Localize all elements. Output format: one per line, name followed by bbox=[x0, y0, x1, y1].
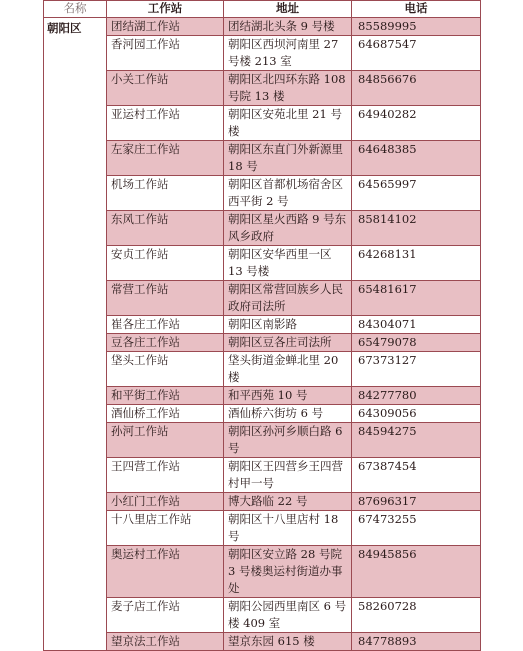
phone-cell: 85814102 bbox=[352, 211, 481, 246]
station-name-cell: 香河园工作站 bbox=[107, 36, 224, 71]
header-name: 名称 bbox=[44, 1, 107, 18]
address-cell: 朝阳区北四环东路 108 号院 13 楼 bbox=[224, 71, 352, 106]
address-cell: 朝阳区豆各庄司法所 bbox=[224, 334, 352, 352]
phone-cell: 65481617 bbox=[352, 281, 481, 316]
station-name-cell: 团结湖工作站 bbox=[107, 18, 224, 36]
table-body bbox=[44, 18, 481, 651]
phone-cell: 64648385 bbox=[352, 141, 481, 176]
address-cell: 朝阳区首都机场宿舍区西平街 2 号 bbox=[224, 176, 352, 211]
phone-cell: 67473255 bbox=[352, 511, 481, 546]
station-name-cell: 安贞工作站 bbox=[107, 246, 224, 281]
address-cell: 团结湖北头条 9 号楼 bbox=[224, 18, 352, 36]
table-row bbox=[44, 387, 481, 405]
table-row bbox=[44, 352, 481, 387]
phone-cell: 84277780 bbox=[352, 387, 481, 405]
address-cell: 博大路临 22 号 bbox=[224, 493, 352, 511]
address-cell: 朝阳区常营回族乡人民政府司法所 bbox=[224, 281, 352, 316]
address-cell: 朝阳区安华西里一区 13 号楼 bbox=[224, 246, 352, 281]
address-cell: 朝阳区南影路 bbox=[224, 316, 352, 334]
header-station: 工作站 bbox=[107, 1, 224, 18]
phone-cell: 65479078 bbox=[352, 334, 481, 352]
station-name-cell: 亚运村工作站 bbox=[107, 106, 224, 141]
table-row bbox=[44, 334, 481, 352]
table-row bbox=[44, 458, 481, 493]
table-row bbox=[44, 493, 481, 511]
phone-cell: 84945856 bbox=[352, 546, 481, 598]
table-row bbox=[44, 141, 481, 176]
table-header-row bbox=[44, 1, 481, 18]
district-cell: 朝阳区 bbox=[44, 18, 107, 651]
address-cell: 和平西苑 10 号 bbox=[224, 387, 352, 405]
table-row bbox=[44, 423, 481, 458]
phone-cell: 64309056 bbox=[352, 405, 481, 423]
table-row bbox=[44, 405, 481, 423]
station-name-cell: 垡头工作站 bbox=[107, 352, 224, 387]
stations-table-container bbox=[43, 0, 480, 651]
address-cell: 朝阳区十八里店村 18 号 bbox=[224, 511, 352, 546]
address-cell: 朝阳区安立路 28 号院 3 号楼奥运村街道办事处 bbox=[224, 546, 352, 598]
station-name-cell: 小关工作站 bbox=[107, 71, 224, 106]
header-address: 地址 bbox=[224, 1, 352, 18]
table-row bbox=[44, 71, 481, 106]
stations-table bbox=[43, 0, 481, 651]
station-name-cell: 十八里店工作站 bbox=[107, 511, 224, 546]
station-name-cell: 奥运村工作站 bbox=[107, 546, 224, 598]
phone-cell: 64565997 bbox=[352, 176, 481, 211]
phone-cell: 84594275 bbox=[352, 423, 481, 458]
address-cell: 酒仙桥六街坊 6 号 bbox=[224, 405, 352, 423]
table-row bbox=[44, 598, 481, 633]
table-row bbox=[44, 246, 481, 281]
station-name-cell: 小红门工作站 bbox=[107, 493, 224, 511]
address-cell: 朝阳区安苑北里 21 号楼 bbox=[224, 106, 352, 141]
table-row bbox=[44, 176, 481, 211]
header-phone: 电话 bbox=[352, 1, 481, 18]
station-name-cell: 东风工作站 bbox=[107, 211, 224, 246]
station-name-cell: 豆各庄工作站 bbox=[107, 334, 224, 352]
address-cell: 朝阳公园西里南区 6 号楼 409 室 bbox=[224, 598, 352, 633]
phone-cell: 84856676 bbox=[352, 71, 481, 106]
table-row bbox=[44, 511, 481, 546]
phone-cell: 64940282 bbox=[352, 106, 481, 141]
table-row bbox=[44, 106, 481, 141]
table-row bbox=[44, 211, 481, 246]
phone-cell: 84304071 bbox=[352, 316, 481, 334]
station-name-cell: 崔各庄工作站 bbox=[107, 316, 224, 334]
address-cell: 朝阳区西坝河南里 27 号楼 213 室 bbox=[224, 36, 352, 71]
phone-cell: 64687547 bbox=[352, 36, 481, 71]
table-row bbox=[44, 18, 481, 36]
address-cell: 朝阳区东直门外新源里 18 号 bbox=[224, 141, 352, 176]
station-name-cell: 望京法工作站 bbox=[107, 633, 224, 651]
address-cell: 朝阳区星火西路 9 号东风乡政府 bbox=[224, 211, 352, 246]
phone-cell: 64268131 bbox=[352, 246, 481, 281]
address-cell: 望京东园 615 楼 bbox=[224, 633, 352, 651]
table-row bbox=[44, 633, 481, 651]
phone-cell: 84778893 bbox=[352, 633, 481, 651]
table-row bbox=[44, 36, 481, 71]
phone-cell: 67373127 bbox=[352, 352, 481, 387]
phone-cell: 85589995 bbox=[352, 18, 481, 36]
phone-cell: 67387454 bbox=[352, 458, 481, 493]
table-row bbox=[44, 316, 481, 334]
station-name-cell: 机场工作站 bbox=[107, 176, 224, 211]
phone-cell: 87696317 bbox=[352, 493, 481, 511]
address-cell: 朝阳区孙河乡顺白路 6 号 bbox=[224, 423, 352, 458]
station-name-cell: 和平街工作站 bbox=[107, 387, 224, 405]
station-name-cell: 常营工作站 bbox=[107, 281, 224, 316]
station-name-cell: 酒仙桥工作站 bbox=[107, 405, 224, 423]
table-row bbox=[44, 281, 481, 316]
phone-cell: 58260728 bbox=[352, 598, 481, 633]
station-name-cell: 麦子店工作站 bbox=[107, 598, 224, 633]
station-name-cell: 孙河工作站 bbox=[107, 423, 224, 458]
station-name-cell: 王四营工作站 bbox=[107, 458, 224, 493]
address-cell: 朝阳区王四营乡王四营村甲一号 bbox=[224, 458, 352, 493]
table-row bbox=[44, 546, 481, 598]
station-name-cell: 左家庄工作站 bbox=[107, 141, 224, 176]
address-cell: 垡头街道金蝉北里 20 楼 bbox=[224, 352, 352, 387]
